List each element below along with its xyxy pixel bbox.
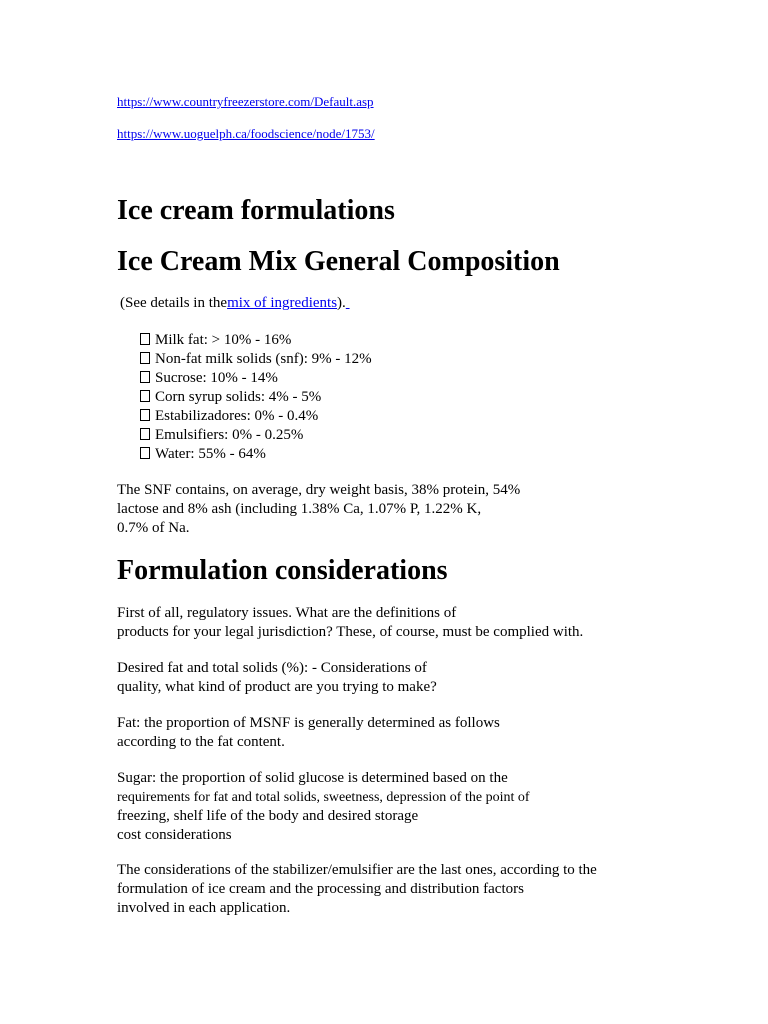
list-item-text: Emulsifiers: 0% - 0.25%: [155, 427, 304, 443]
list-item: [140, 369, 372, 388]
bullet-box-icon: [140, 371, 150, 383]
link-text: https://www.uoguelph.ca/foodscience/node/1753/: [117, 126, 375, 141]
snf-paragraph: [117, 481, 520, 538]
stabilizer-paragraph: [117, 861, 597, 918]
fat-paragraph: [117, 714, 500, 752]
paragraph-line: freezing, shelf life of the body and desired storage: [117, 808, 419, 824]
bullet-box-icon: [140, 333, 150, 345]
paragraph-line: 0.7% of Na.: [117, 520, 190, 536]
paragraph-line: products for your legal jurisdiction? These, of course, must be complied with.: [117, 624, 584, 640]
list-item-text: Corn syrup solids: 4% - 5%: [155, 389, 322, 405]
list-item: [140, 350, 372, 369]
list-item-text: Non-fat milk solids (snf): 9% - 12%: [155, 351, 372, 367]
link-text: https://www.countryfreezerstore.com/Default.asp: [117, 94, 374, 109]
page-title: Ice cream formulations: [117, 195, 395, 226]
link-uoguelph[interactable]: [117, 126, 391, 142]
list-item-text: Sucrose: 10% - 14%: [155, 370, 278, 386]
bullet-box-icon: [140, 428, 150, 440]
paragraph-line: lactose and 8% ash (including 1.38% Ca, 1.07% P, 1.22% K,: [117, 501, 482, 517]
bullet-box-icon: [140, 409, 150, 421]
see-details-line: [120, 295, 384, 312]
composition-list: [140, 331, 372, 464]
regulatory-paragraph: [117, 604, 583, 642]
link-trailing-underline: [346, 295, 384, 312]
bullet-box-icon: [140, 352, 150, 364]
paragraph-line: involved in each application.: [117, 900, 291, 916]
list-item-text: Estabilizadores: 0% - 0.4%: [155, 408, 319, 424]
paragraph-line: The SNF contains, on average, dry weight basis, 38% protein, 54%: [117, 482, 521, 498]
bullet-box-icon: [140, 447, 150, 459]
mix-of-ingredients-link[interactable]: mix of ingredients: [227, 295, 338, 311]
paragraph-line: Sugar: the proportion of solid glucose is determined based on the: [117, 770, 508, 786]
sugar-paragraph: [117, 769, 530, 845]
bullet-box-icon: [140, 390, 150, 402]
list-item: [140, 445, 372, 464]
section-heading-composition: Ice Cream Mix General Composition: [117, 246, 560, 277]
see-details-suffix: ).: [337, 295, 346, 311]
list-item-text: Milk fat: > 10% - 16%: [155, 332, 292, 348]
section-heading-considerations: Formulation considerations: [117, 555, 448, 586]
paragraph-line: according to the fat content.: [117, 734, 285, 750]
paragraph-line: formulation of ice cream and the processing and distribution factors: [117, 881, 524, 897]
list-item: [140, 331, 372, 350]
paragraph-line: Fat: the proportion of MSNF is generally determined as follows: [117, 715, 500, 731]
list-item: [140, 407, 372, 426]
paragraph-line: cost considerations: [117, 827, 232, 843]
paragraph-line: quality, what kind of product are you trying to make?: [117, 679, 437, 695]
list-item: [140, 388, 372, 407]
see-details-prefix: (See details in the: [120, 295, 228, 311]
paragraph-line: Desired fat and total solids (%): - Considerations of: [117, 660, 427, 676]
paragraph-line: The considerations of the stabilizer/emulsifier are the last ones, according to the: [117, 862, 597, 878]
paragraph-line: First of all, regulatory issues. What are the definitions of: [117, 605, 457, 621]
list-item-text: Water: 55% - 64%: [155, 446, 266, 462]
fat-solids-paragraph: [117, 659, 437, 697]
link-countryfreezerstore[interactable]: [117, 94, 388, 110]
list-item: [140, 426, 372, 445]
paragraph-line: requirements for fat and total solids, sweetness, depression of the point of: [117, 790, 530, 805]
